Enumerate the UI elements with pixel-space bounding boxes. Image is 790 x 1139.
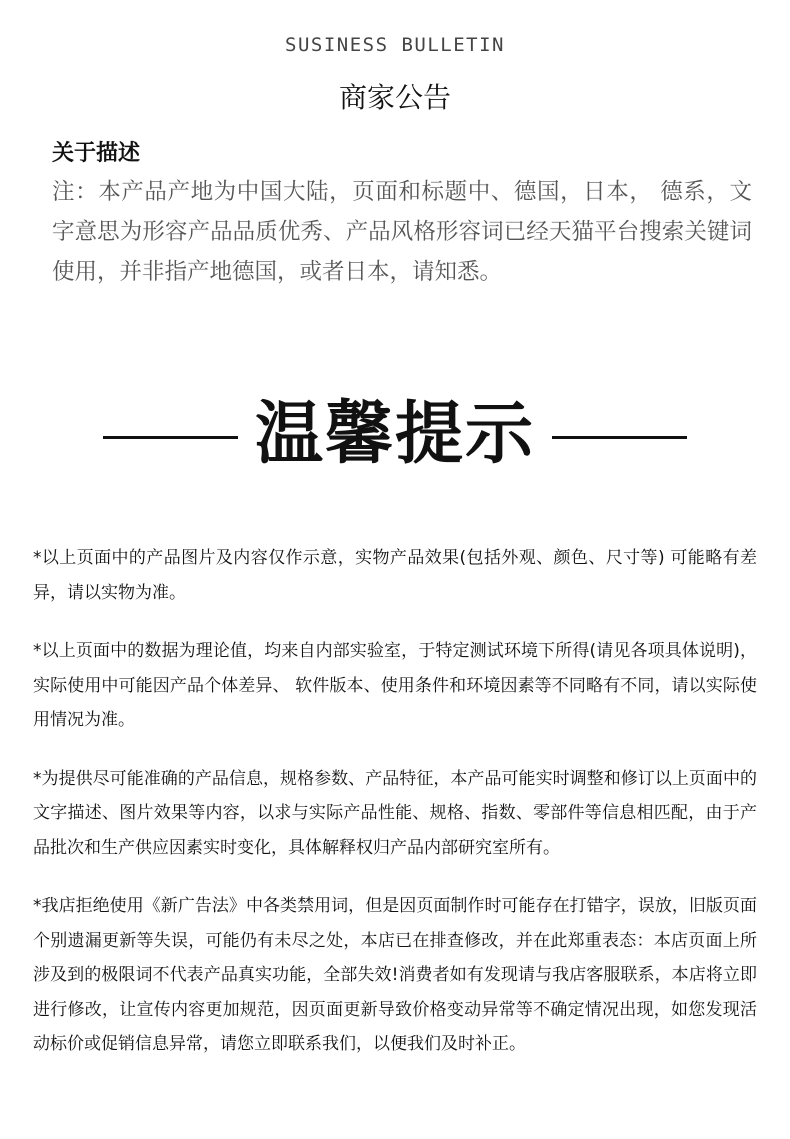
tips-divider-right <box>552 436 687 439</box>
tips-title: 温馨提示 <box>254 395 535 474</box>
note-item: *以上页面中的产品图片及内容仅作示意，实物产品效果(包括外观、颜色、尺寸等) 可能略有差异，请以实物为准。 <box>33 548 757 603</box>
bulletin-title-en: SUSINESS BULLETIN <box>285 34 505 56</box>
about-heading: 关于描述 <box>52 141 141 166</box>
notes-list <box>33 541 757 1086</box>
note-item: *为提供尽可能准确的产品信息，规格参数、产品特征，本产品可能实时调整和修订以上页面中的文字描述、图片效果等内容，以求与实际产品性能、规格、指数、零部件等信息相匹配，由于产品批次和生产供应因素实时变化，具体解释权归产品内部研究室所有。 <box>33 768 757 858</box>
tips-header <box>0 392 790 482</box>
bulletin-title-cn: 商家公告 <box>338 81 451 114</box>
about-description: 注：本产品产地为中国大陆，页面和标题中、德国，日本， 德系，文字意思为形容产品品质优秀、产品风格形容词已经天猫平台搜索关键词使用，并非指产地德国，或者日本，请知悉。 <box>52 179 752 285</box>
note-item: *我店拒绝使用《新广告法》中各类禁用词，但是因页面制作时可能存在打错字，误放，旧版页面个别遗漏更新等失误，可能仍有未尽之处，本店已在排查修改，并在此郑重表态：本店页面上所涉及到的极限词不代表产品真实功能，全部失效!消费者如有发现请与我店客服联系，本店将立即进行修改，让宣传内容更加规范，因页面更新导致价格变动异常等不确定情况出现，如您发现活动标价或促销信息异常，请您立即联系我们，以便我们及时补正。 <box>33 896 757 1054</box>
note-item: *以上页面中的数据为理论值，均来自内部实验室，于特定测试环境下所得(请见各项具体说明)，实际使用中可能因产品个体差异、 软件版本、使用条件和环境因素等不同略有不同，请以实际使用情况为准。 <box>33 641 757 730</box>
